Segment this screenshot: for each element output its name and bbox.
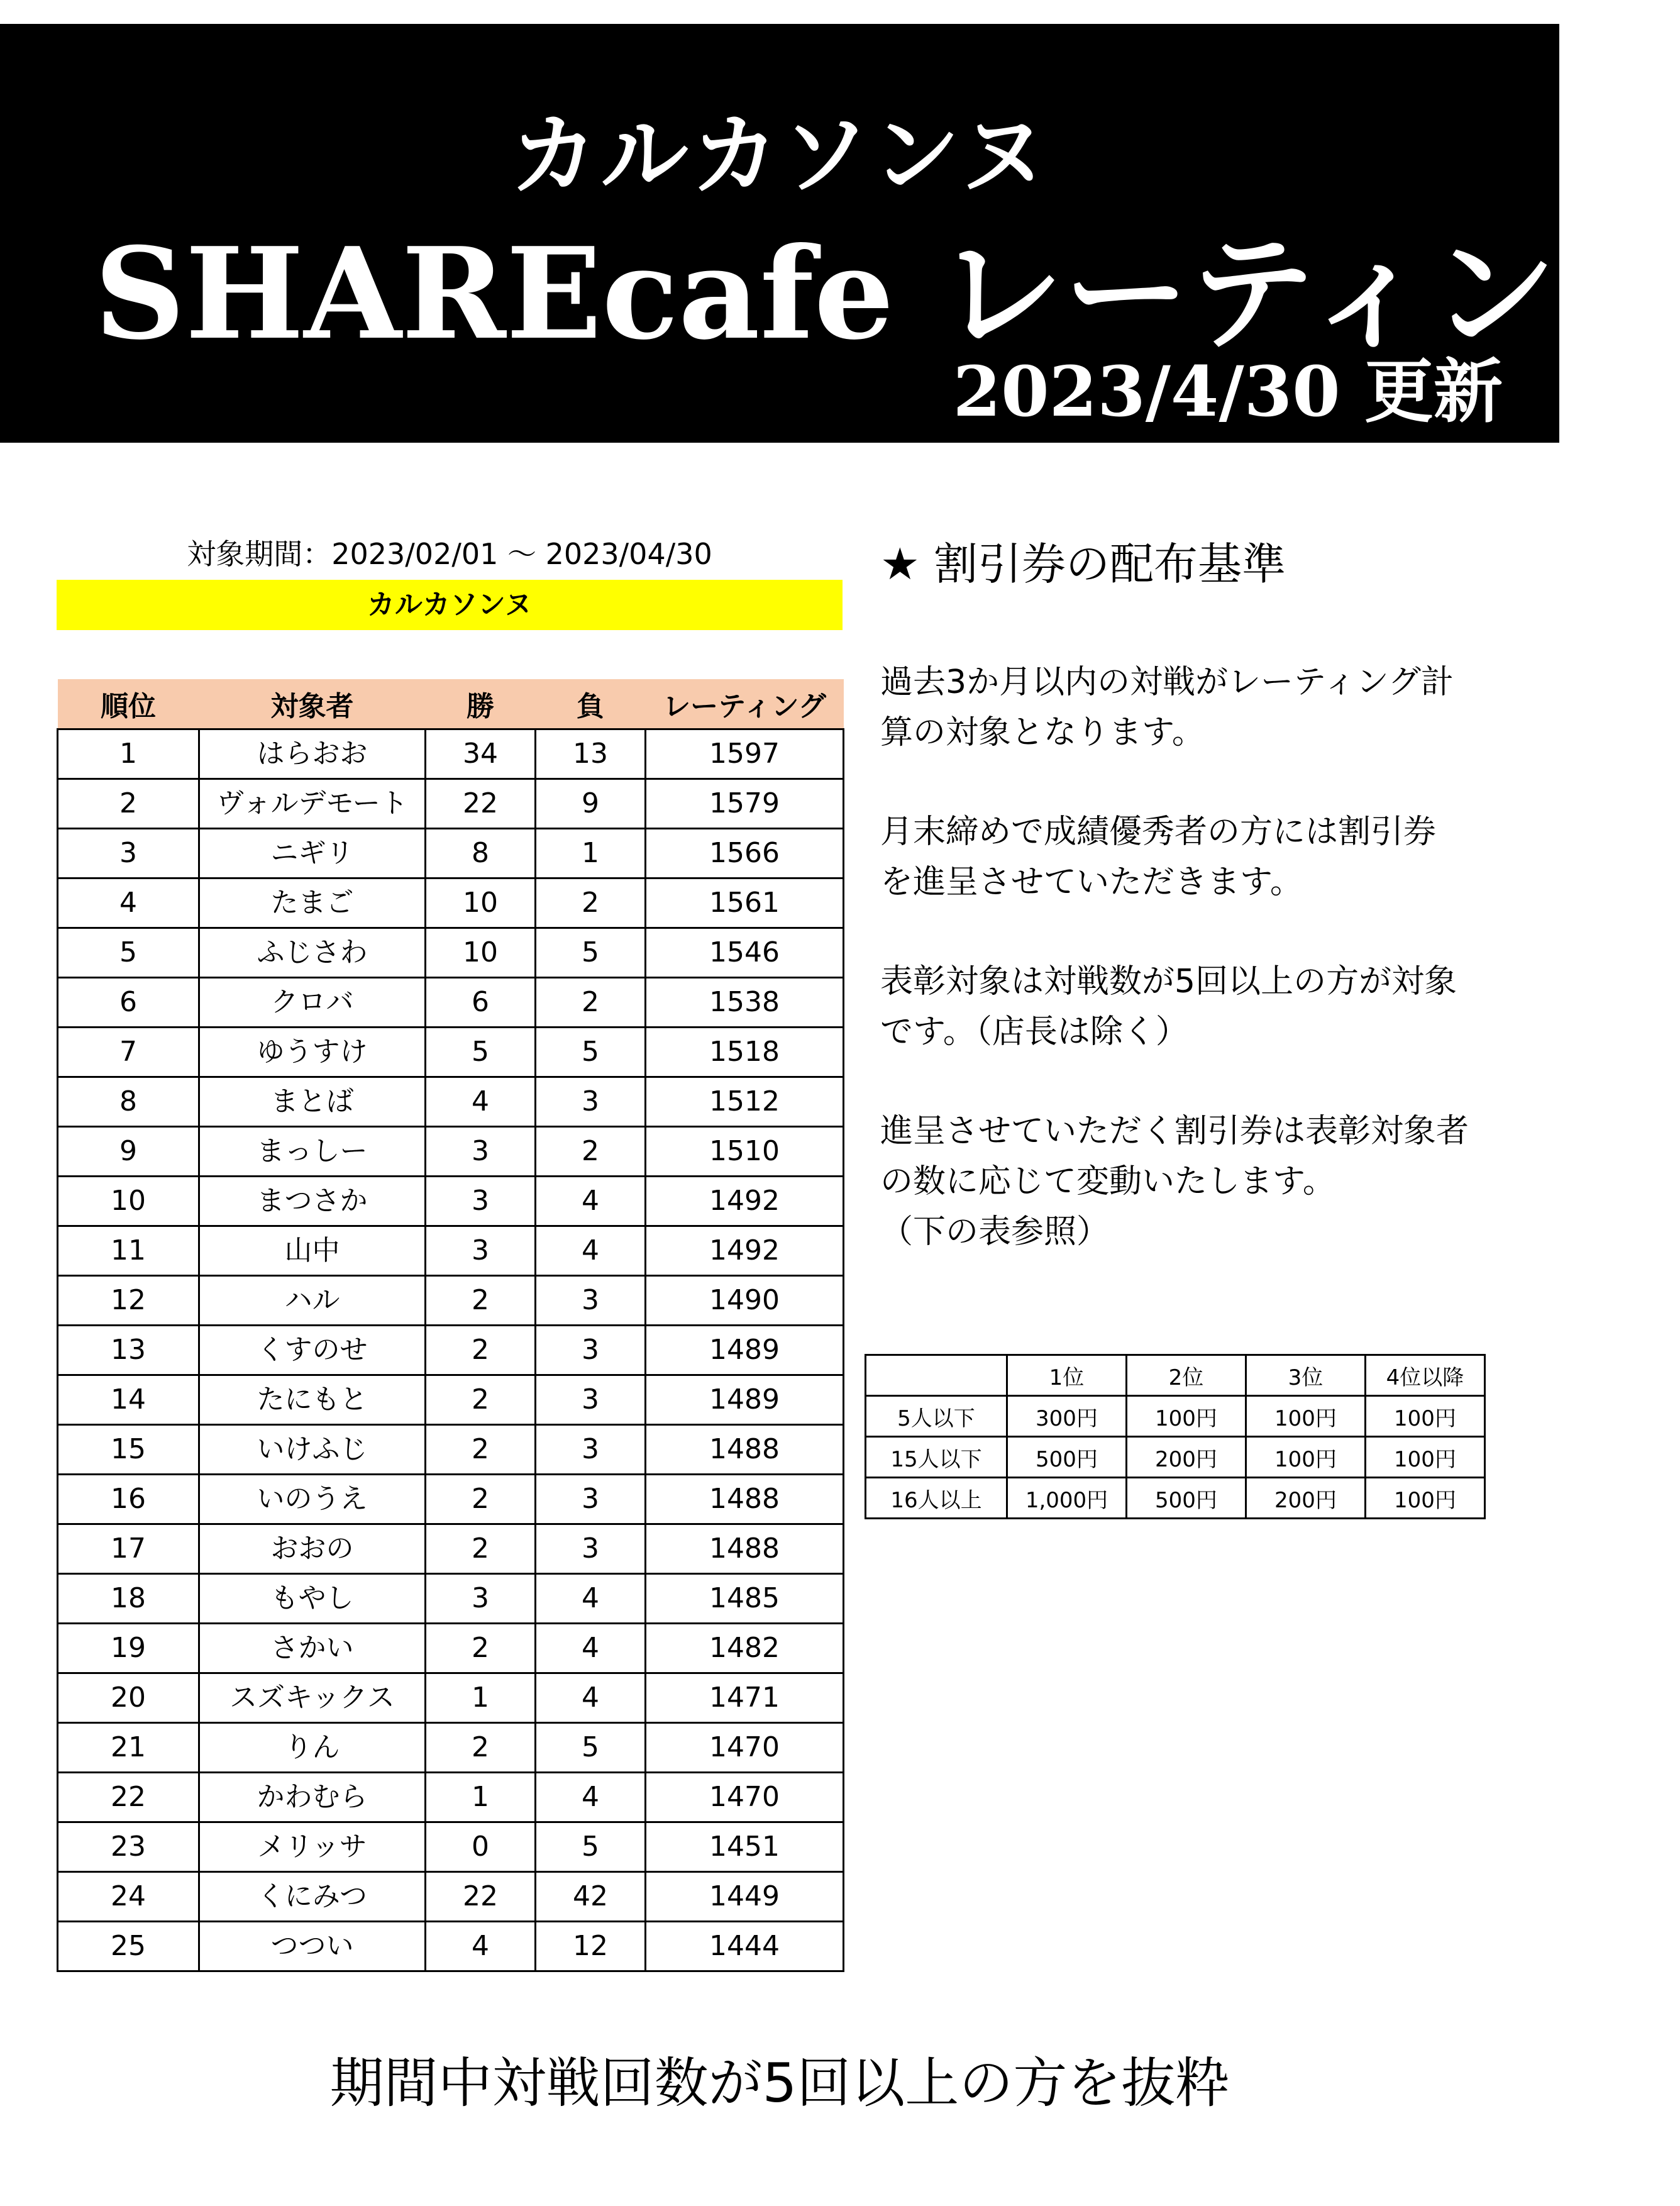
target-period: 対象期間：2023/02/01 ～ 2023/04/30	[187, 537, 712, 571]
prize-header-cell: 3位	[1246, 1355, 1366, 1396]
rank-cell: 16	[58, 1475, 199, 1524]
losses-cell: 42	[536, 1872, 646, 1922]
rank-cell: 14	[58, 1375, 199, 1425]
wins-cell: 1	[426, 1673, 536, 1723]
rank-cell: 17	[58, 1524, 199, 1574]
player-cell: さかい	[199, 1624, 426, 1673]
prize-table	[865, 1354, 1486, 1519]
wins-cell: 2	[426, 1326, 536, 1375]
rating-cell: 1449	[646, 1872, 844, 1922]
prize-header-cell: 2位	[1127, 1355, 1246, 1396]
header-rating: レーティング	[646, 679, 844, 729]
player-cell: いのうえ	[199, 1475, 426, 1524]
rank-cell: 15	[58, 1425, 199, 1475]
prize-amount-cell: 100円	[1366, 1437, 1485, 1478]
table-row	[58, 1773, 844, 1822]
wins-cell: 10	[426, 928, 536, 978]
wins-cell: 2	[426, 1475, 536, 1524]
table-row	[58, 978, 844, 1028]
prize-header-cell: 1位	[1007, 1355, 1127, 1396]
losses-cell: 4	[536, 1624, 646, 1673]
rating-cell: 1597	[646, 729, 844, 779]
table-row	[58, 1276, 844, 1326]
losses-cell: 5	[536, 1723, 646, 1773]
criteria-line: です。（店長は除く）	[880, 1013, 1188, 1051]
table-row	[58, 779, 844, 829]
prize-amount-cell: 100円	[1246, 1396, 1366, 1437]
rating-cell: 1471	[646, 1673, 844, 1723]
criteria-line: の数に応じて変動いたします。	[880, 1163, 1335, 1200]
player-cell: 山中	[199, 1226, 426, 1276]
header-title	[94, 220, 1680, 368]
rank-cell: 6	[58, 978, 199, 1028]
table-row	[58, 1574, 844, 1624]
rank-cell: 9	[58, 1127, 199, 1177]
rank-cell: 7	[58, 1028, 199, 1077]
player-cell: まっしー	[199, 1127, 426, 1177]
player-cell: りん	[199, 1723, 426, 1773]
table-row	[58, 1475, 844, 1524]
rank-cell: 20	[58, 1673, 199, 1723]
player-cell: くすのせ	[199, 1326, 426, 1375]
prize-row	[866, 1478, 1485, 1519]
rating-cell: 1579	[646, 779, 844, 829]
rank-cell: 3	[58, 829, 199, 879]
player-cell: たにもと	[199, 1375, 426, 1425]
prize-body	[866, 1396, 1485, 1519]
player-cell: いけふじ	[199, 1425, 426, 1475]
wins-cell: 10	[426, 879, 536, 928]
rating-cell: 1451	[646, 1822, 844, 1872]
player-cell: もやし	[199, 1574, 426, 1624]
wins-cell: 5	[426, 1028, 536, 1077]
prize-header-cell	[866, 1355, 1007, 1396]
wins-cell: 8	[426, 829, 536, 879]
rating-cell: 1512	[646, 1077, 844, 1127]
table-row	[58, 729, 844, 779]
header-game-name: カルカソンヌ	[509, 104, 1050, 207]
wins-cell: 22	[426, 1872, 536, 1922]
prize-tier-cell: 5人以下	[866, 1396, 1007, 1437]
prize-amount-cell: 500円	[1127, 1478, 1246, 1519]
losses-cell: 3	[536, 1077, 646, 1127]
table-row	[58, 1127, 844, 1177]
rank-cell: 19	[58, 1624, 199, 1673]
losses-cell: 3	[536, 1475, 646, 1524]
header-title-latin: SHAREcafe	[94, 220, 894, 368]
table-row	[58, 1326, 844, 1375]
rating-cell: 1488	[646, 1425, 844, 1475]
header-banner	[0, 24, 1680, 443]
player-cell: たまご	[199, 879, 426, 928]
player-cell: つつい	[199, 1922, 426, 1971]
header-wins: 勝	[426, 679, 536, 729]
rating-cell: 1492	[646, 1177, 844, 1226]
wins-cell: 3	[426, 1226, 536, 1276]
losses-cell: 4	[536, 1773, 646, 1822]
prize-amount-cell: 300円	[1007, 1396, 1127, 1437]
player-cell: ヴォルデモート	[199, 779, 426, 829]
player-cell: くにみつ	[199, 1872, 426, 1922]
rating-cell: 1488	[646, 1524, 844, 1574]
losses-cell: 13	[536, 729, 646, 779]
criteria-paragraph-4	[880, 1106, 1509, 1257]
losses-cell: 9	[536, 779, 646, 829]
criteria-line: 進呈させていただく割引券は表彰対象者	[880, 1112, 1469, 1150]
header-losses: 負	[536, 679, 646, 729]
wins-cell: 3	[426, 1574, 536, 1624]
wins-cell: 2	[426, 1425, 536, 1475]
wins-cell: 0	[426, 1822, 536, 1872]
criteria-line: 過去3か月以内の対戦がレーティング計	[880, 663, 1454, 701]
ranking-header-row	[58, 679, 844, 729]
losses-cell: 4	[536, 1226, 646, 1276]
rating-cell: 1490	[646, 1276, 844, 1326]
player-cell: スズキックス	[199, 1673, 426, 1723]
losses-cell: 2	[536, 978, 646, 1028]
player-cell: ふじさわ	[199, 928, 426, 978]
table-row	[58, 1822, 844, 1872]
prize-tier-cell: 16人以上	[866, 1478, 1007, 1519]
wins-cell: 2	[426, 1524, 536, 1574]
wins-cell: 2	[426, 1723, 536, 1773]
table-row	[58, 1077, 844, 1127]
rank-cell: 18	[58, 1574, 199, 1624]
table-row	[58, 1723, 844, 1773]
prize-row	[866, 1396, 1485, 1437]
rank-cell: 24	[58, 1872, 199, 1922]
losses-cell: 5	[536, 928, 646, 978]
losses-cell: 5	[536, 1028, 646, 1077]
losses-cell: 1	[536, 829, 646, 879]
player-cell: ゆうすけ	[199, 1028, 426, 1077]
wins-cell: 2	[426, 1276, 536, 1326]
header-title-kana: レーティング	[937, 221, 1680, 368]
table-row	[58, 1673, 844, 1723]
table-row	[58, 1177, 844, 1226]
criteria-line: 表彰対象は対戦数が5回以上の方が対象	[880, 963, 1457, 1000]
rating-cell: 1482	[646, 1624, 844, 1673]
rating-cell: 1489	[646, 1326, 844, 1375]
table-row	[58, 1922, 844, 1971]
wins-cell: 4	[426, 1077, 536, 1127]
prize-amount-cell: 100円	[1366, 1478, 1485, 1519]
losses-cell: 5	[536, 1822, 646, 1872]
prize-amount-cell: 200円	[1246, 1478, 1366, 1519]
losses-cell: 2	[536, 1127, 646, 1177]
criteria-paragraph-1	[880, 657, 1509, 758]
prize-amount-cell: 100円	[1366, 1396, 1485, 1437]
prize-header-cell: 4位以降	[1366, 1355, 1485, 1396]
table-row	[58, 1524, 844, 1574]
rank-cell: 4	[58, 879, 199, 928]
player-cell: おおの	[199, 1524, 426, 1574]
prize-amount-cell: 100円	[1246, 1437, 1366, 1478]
rank-cell: 21	[58, 1723, 199, 1773]
ranking-table	[57, 679, 844, 1972]
player-cell: はらおお	[199, 729, 426, 779]
rank-cell: 8	[58, 1077, 199, 1127]
rating-cell: 1485	[646, 1574, 844, 1624]
game-label-bar: カルカソンヌ	[57, 580, 843, 630]
wins-cell: 22	[426, 779, 536, 829]
rating-cell: 1546	[646, 928, 844, 978]
rating-cell: 1510	[646, 1127, 844, 1177]
rating-cell: 1538	[646, 978, 844, 1028]
table-row	[58, 928, 844, 978]
criteria-paragraph-2	[880, 807, 1509, 907]
criteria-line: 月末締めで成績優秀者の方には割引券	[880, 813, 1437, 851]
header-rank: 順位	[58, 679, 199, 729]
player-cell: ニギリ	[199, 829, 426, 879]
table-row	[58, 1226, 844, 1276]
player-cell: クロバ	[199, 978, 426, 1028]
rating-cell: 1492	[646, 1226, 844, 1276]
losses-cell: 3	[536, 1524, 646, 1574]
wins-cell: 3	[426, 1127, 536, 1177]
footer-note: 期間中対戦回数が5回以上の方を抜粋	[329, 2052, 1230, 2115]
player-cell: かわむら	[199, 1773, 426, 1822]
prize-amount-cell: 100円	[1127, 1396, 1246, 1437]
criteria-paragraph-3	[880, 956, 1509, 1057]
losses-cell: 3	[536, 1425, 646, 1475]
rating-cell: 1470	[646, 1773, 844, 1822]
player-cell: まとば	[199, 1077, 426, 1127]
rank-cell: 1	[58, 729, 199, 779]
rating-cell: 1518	[646, 1028, 844, 1077]
rank-cell: 11	[58, 1226, 199, 1276]
player-cell: メリッサ	[199, 1822, 426, 1872]
losses-cell: 12	[536, 1922, 646, 1971]
prize-tier-cell: 15人以下	[866, 1437, 1007, 1478]
rank-cell: 5	[58, 928, 199, 978]
wins-cell: 34	[426, 729, 536, 779]
table-row	[58, 1375, 844, 1425]
criteria-line: を進呈させていただきます。	[880, 863, 1303, 901]
prize-row	[866, 1437, 1485, 1478]
header-updated-date: 2023/4/30 更新	[953, 351, 1503, 432]
rating-cell: 1566	[646, 829, 844, 879]
prize-amount-cell: 1,000円	[1007, 1478, 1127, 1519]
header-player: 対象者	[199, 679, 426, 729]
losses-cell: 2	[536, 879, 646, 928]
losses-cell: 3	[536, 1375, 646, 1425]
criteria-title: ★ 割引券の配布基準	[880, 538, 1286, 590]
wins-cell: 3	[426, 1177, 536, 1226]
rank-cell: 23	[58, 1822, 199, 1872]
criteria-line: （下の表参照）	[880, 1213, 1110, 1251]
wins-cell: 4	[426, 1922, 536, 1971]
prize-header-row	[866, 1355, 1485, 1396]
player-cell: ハル	[199, 1276, 426, 1326]
criteria-line: 算の対象となります。	[880, 714, 1205, 751]
losses-cell: 4	[536, 1673, 646, 1723]
prize-amount-cell: 200円	[1127, 1437, 1246, 1478]
table-row	[58, 1028, 844, 1077]
player-cell: まつさか	[199, 1177, 426, 1226]
rating-cell: 1561	[646, 879, 844, 928]
rating-cell: 1470	[646, 1723, 844, 1773]
table-row	[58, 1624, 844, 1673]
rank-cell: 13	[58, 1326, 199, 1375]
losses-cell: 4	[536, 1177, 646, 1226]
losses-cell: 3	[536, 1326, 646, 1375]
wins-cell: 2	[426, 1624, 536, 1673]
rank-cell: 10	[58, 1177, 199, 1226]
table-row	[58, 829, 844, 879]
losses-cell: 3	[536, 1276, 646, 1326]
rank-cell: 25	[58, 1922, 199, 1971]
table-row	[58, 1425, 844, 1475]
rating-cell: 1444	[646, 1922, 844, 1971]
rank-cell: 2	[58, 779, 199, 829]
ranking-body	[58, 729, 844, 1971]
rating-cell: 1489	[646, 1375, 844, 1425]
table-row	[58, 879, 844, 928]
losses-cell: 4	[536, 1574, 646, 1624]
wins-cell: 1	[426, 1773, 536, 1822]
rank-cell: 12	[58, 1276, 199, 1326]
rank-cell: 22	[58, 1773, 199, 1822]
wins-cell: 2	[426, 1375, 536, 1425]
rating-cell: 1488	[646, 1475, 844, 1524]
table-row	[58, 1872, 844, 1922]
prize-amount-cell: 500円	[1007, 1437, 1127, 1478]
wins-cell: 6	[426, 978, 536, 1028]
